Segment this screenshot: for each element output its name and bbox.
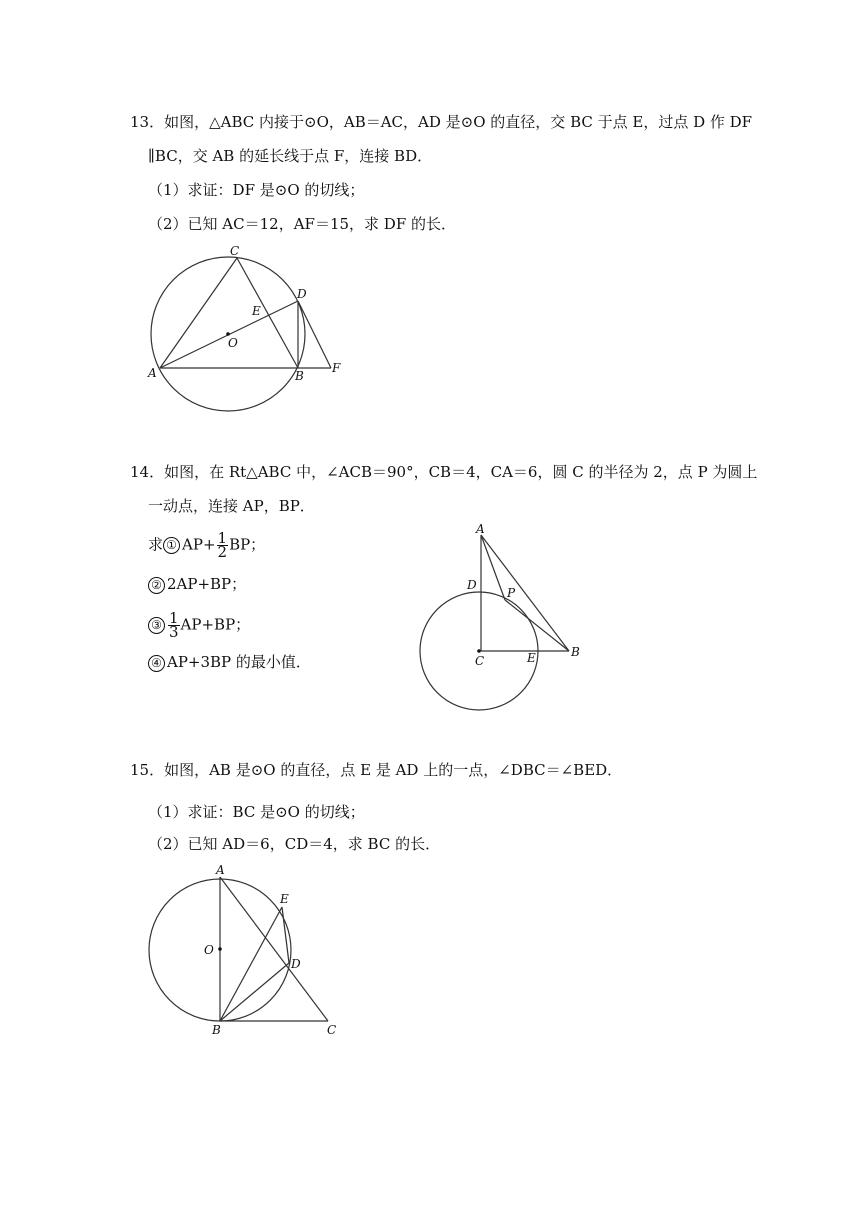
q13-line2: ∥BC，交 AB 的延长线于点 F，连接 BD． [148,147,433,165]
q13-part2: （2）已知 AC＝12，AF＝15，求 DF 的长． [148,215,457,233]
q14-item2 [148,574,246,594]
q15-part1: （1）求证：BC 是⊙O 的切线； [148,803,365,821]
q14-item3-num: 1 [169,609,179,627]
q13-figure [140,240,360,420]
q14-item3-den: 3 [169,623,179,641]
q13-label-a: A [148,366,157,380]
q14-item3-fraction [168,609,180,641]
q14-item1-a: AP+ [182,535,216,554]
q15-line1: 15．如图，AB 是⊙O 的直径，点 E 是 AD 上的一点，∠DBC＝∠BED． [130,761,623,779]
q14-item4-text: AP+3BP 的最小值． [167,653,311,671]
q14-label-a: A [476,522,485,536]
q14-figure [410,520,590,715]
q14-item3-circle: ③ [148,617,165,634]
q15-label-o: O [204,943,214,957]
q15-label-a: A [216,863,225,877]
q14-item2-text: 2AP+BP； [167,575,247,593]
q14-item4 [148,652,311,672]
q14-item1-den: 2 [217,543,228,561]
q15-part2: （2）已知 AD＝6，CD＝4，求 BC 的长． [148,835,441,853]
q14-item1 [148,529,266,561]
q14-item2-circle: ② [148,577,165,594]
q14-line2: 一动点，连接 AP，BP． [148,497,315,515]
q13-label-d: D [297,287,307,301]
q14-item1-prefix: 求 [148,535,164,554]
q15-figure [140,860,360,1040]
q14-item1-num: 1 [217,529,228,547]
q13-part1: （1）求证：DF 是⊙O 的切线； [148,181,365,199]
q13-label-e: E [252,304,261,318]
q13-line1: 13．如图，△ABC 内接于⊙O，AB＝AC，AD 是⊙O 的直径，交 BC 于点 E，过点 D 作 DF [130,113,753,131]
q15-label-b: B [212,1023,221,1037]
q15-label-c: C [327,1023,337,1037]
q14-label-c: C [475,654,485,668]
q14-item1-circle: ① [163,537,180,554]
q15-label-e: E [280,892,289,906]
q13-label-b: B [295,369,304,383]
q14-label-b: B [571,645,580,659]
q13-label-c: C [230,244,240,258]
q14-label-e: E [527,651,536,665]
q14-label-d: D [467,578,477,592]
q13-label-f: F [332,361,341,375]
q14-item3 [148,609,251,641]
q14-label-p: P [507,586,516,600]
q15-label-d: D [291,957,301,971]
q14-item1-b: BP； [229,535,266,554]
q13-label-o: O [228,336,238,350]
q14-item1-fraction [217,529,229,561]
q14-item4-circle: ④ [148,655,165,672]
q14-line1: 14．如图，在 Rt△ABC 中，∠ACB＝90°，CB＝4，CA＝6，圆 C 的半径为 2，点 P 为圆上 [130,463,758,481]
q14-item3-text: AP+BP； [180,615,251,634]
